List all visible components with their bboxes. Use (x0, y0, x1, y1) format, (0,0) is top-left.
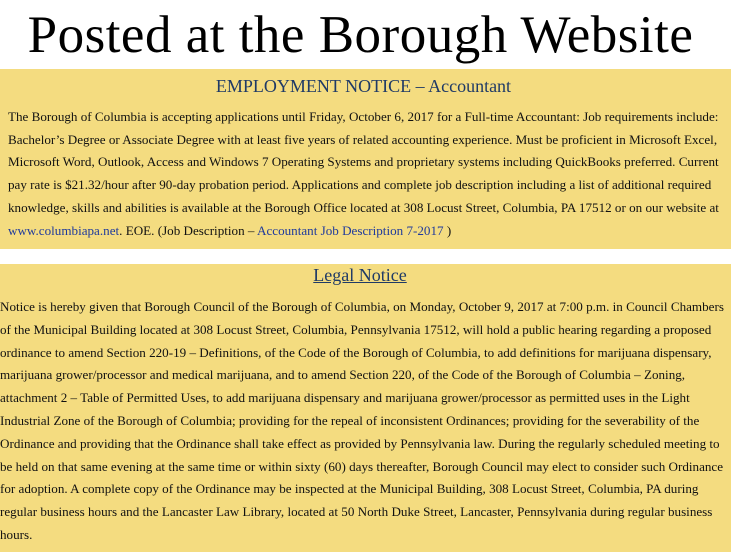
page-headline: Posted at the Borough Website (27, 6, 694, 64)
job-description-link[interactable]: Accountant Job Description 7-2017 (257, 222, 444, 238)
employment-notice-text: The Borough of Columbia is accepting applications until Friday, October 6, 2017 for a Full-time Accountant: Job requirements include: Bachelor’s Degree or Associate Degree with at least five years of related accounting experience. Must be proficient in Microsoft Excel, Microsoft Word, Outlook, Access and Windows 7 Operating Systems and proprietary systems including QuickBooks preferred. Current pay rate is $21.32/hour after 90-day probation period. Applications and complete job description including a list of additional required knowledge, skills and abilities is available at the Borough Office located at 308 Locust Street, Columbia, PA 17512 or on our website at (8, 109, 719, 215)
employment-notice-closing: ) (443, 222, 452, 238)
legal-notice-title: Legal Notice (313, 265, 407, 285)
employment-notice-body (8, 106, 726, 242)
employment-notice-title: EMPLOYMENT NOTICE – Accountant (215, 76, 512, 96)
legal-notice-body: Notice is hereby given that Borough Council of the Borough of Columbia, on Monday, October 9, 2017 at 7:00 p.m. in Council Chambers of the Municipal Building located at 308 Locust Street, Columbia, Pennsylvania 17512, will hold a public hearing regarding a proposed ordinance to amend Section 220-19 – Definitions, of the Code of the Borough of Columbia, to add definitions for marijuana dispensary, marijuana grower/processor and medical marijuana, and to amend Section 220, of the Code of the Borough of Columbia – Zoning, attachment 2 – Table of Permitted Uses, to add marijuana dispensary and marijuana grower/processor as permitted uses in the Light Industrial Zone of the Borough of Columbia; providing for the repeal of inconsistent Ordinances; providing for the severability of the Ordinance and providing that the Ordinance shall take effect as provided by Pennsylvania law. During the regularly scheduled meeting to be held on that same evening at the same time or within sixty (60) days thereafter, Borough Council may elect to consider such Ordinance for adoption. A complete copy of the Ordinance may be inspected at the Municipal Building, 308 Locust Street, Columbia, PA during regular business hours and the Lancaster Law Library, located at 50 North Duke Street, Lancaster, Pennsylvania during regular business hours. (0, 299, 724, 542)
website-link[interactable]: www.columbiapa.net (8, 222, 120, 238)
employment-notice-eoe-text: . EOE. (Job Description – (119, 222, 257, 238)
